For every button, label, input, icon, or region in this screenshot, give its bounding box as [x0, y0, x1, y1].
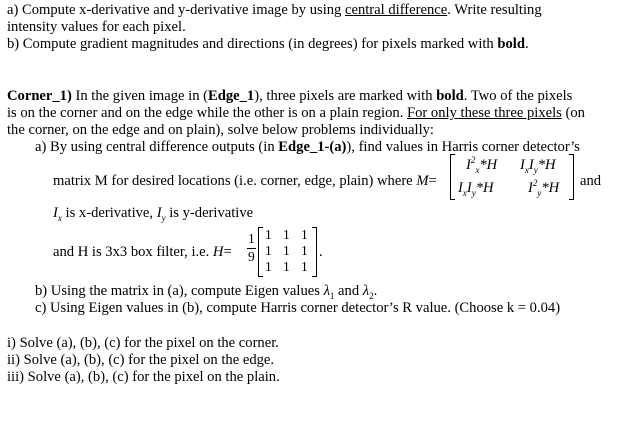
right-bracket — [569, 154, 574, 200]
matrix-cell-ixiy-h: $I_xI_y*H$ — [520, 157, 556, 175]
question-a-line1: a) By using central difference outputs (in Edge_1-(a)), find values in Harris corner detector’s — [35, 139, 580, 155]
solve-item: iii) Solve (a), (b), (c) for the pixel on the plain. — [7, 369, 280, 385]
fraction-numerator: 1 — [248, 231, 255, 246]
part-a-line1: a) Compute x-derivative and y-derivative image by using central difference. Write resulting — [7, 2, 542, 18]
box-filter-matrix — [258, 227, 318, 277]
box-cell: 1 — [265, 243, 272, 258]
box-filter-dot: . — [319, 244, 323, 260]
box-cell: 1 — [283, 243, 290, 258]
matrix-cell-iy2-h: $I^2_y*H$ — [528, 178, 560, 198]
matrix-cell-ix2-h: $I^2_x*H$ — [466, 155, 498, 175]
left-bracket — [258, 227, 263, 277]
corner-line3: the corner, on the edge and on plain), solve below problems individually: — [7, 122, 434, 138]
question-a-line2: matrix M for desired locations (i.e. corner, edge, plain) where M= — [53, 173, 437, 189]
left-bracket — [450, 154, 455, 200]
question-c: c) Using Eigen values in (b), compute Harris corner detector’s R value. (Choose k = 0.04) — [35, 300, 561, 316]
corner-line1: Corner_1) In the given image in (Edge_1), three pixels are marked with bold. Two of the pixels — [7, 88, 573, 104]
harris-matrix — [450, 154, 575, 200]
box-filter-line: and H is 3x3 box filter, i.e. H= — [53, 244, 232, 260]
box-cell: 1 — [265, 227, 272, 242]
derivative-note: $I_x$ is x-derivative, $I_y$ is y-derivative — [53, 205, 254, 223]
box-cell: 1 — [283, 227, 290, 242]
central-difference-link: central difference — [345, 2, 448, 18]
fraction-denominator: 9 — [248, 249, 255, 264]
box-cell: 1 — [283, 259, 290, 274]
box-cell: 1 — [301, 227, 308, 242]
right-bracket — [312, 227, 317, 277]
part-b-line: b) Compute gradient magnitudes and directions (in degrees) for pixels marked with bold. — [7, 36, 529, 52]
matrix-cell-ixiy-h-2: $I_xI_y*H$ — [458, 180, 494, 198]
corner-line2: is on the corner and on the edge while the other is on a plain region. For only these three pixels (on — [7, 105, 585, 121]
box-cell: 1 — [301, 243, 308, 258]
box-cell: 1 — [301, 259, 308, 274]
box-cell: 1 — [265, 259, 272, 274]
and-word: and — [580, 173, 602, 189]
question-b: b) Using the matrix in (a), compute Eigen values $\lambda_1$ and $\lambda_2$. — [35, 283, 378, 301]
fraction — [247, 231, 257, 267]
corner-title: Corner_1) — [7, 88, 72, 104]
part-a-line2: intensity values for each pixel. — [7, 19, 186, 35]
solve-item: i) Solve (a), (b), (c) for the pixel on the corner. — [7, 335, 279, 351]
solve-item: ii) Solve (a), (b), (c) for the pixel on the edge. — [7, 352, 275, 368]
